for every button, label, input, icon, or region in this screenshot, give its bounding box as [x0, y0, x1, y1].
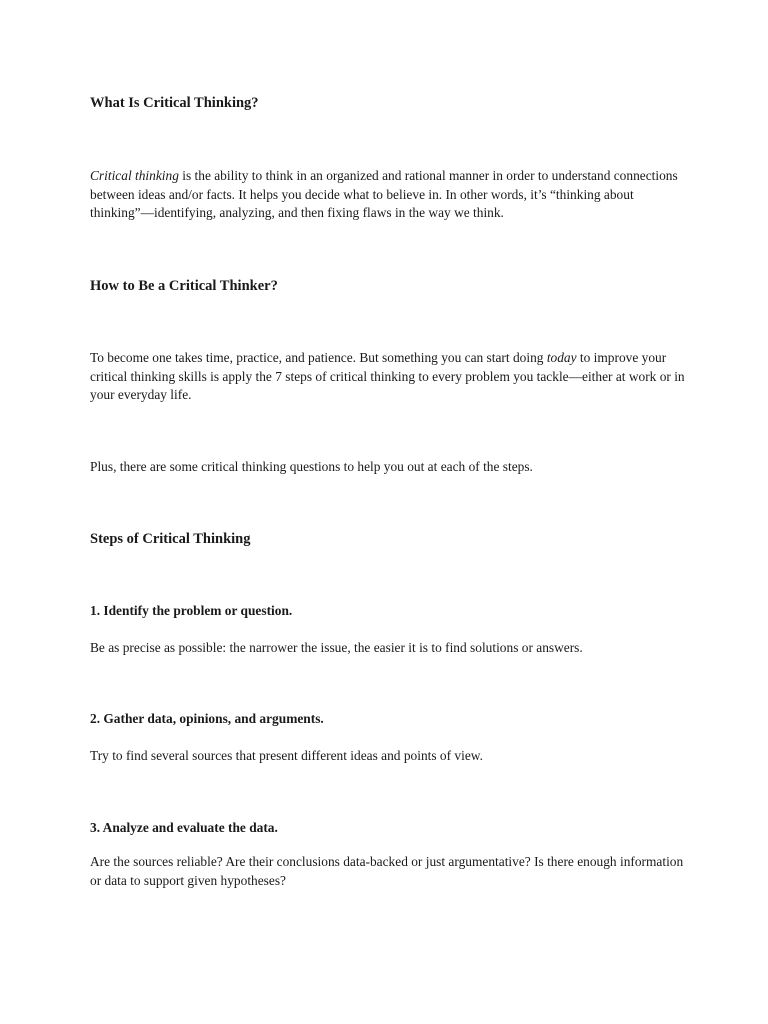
become-text-after: to improve your critical thinking skills is apply the 7 steps of critical thinking to every problem you tackle—either at work or in your everyday life.	[90, 350, 685, 402]
step-1-title: 1. Identify the problem or question.	[90, 603, 293, 618]
become-emphasis: today	[546, 350, 577, 365]
definition-term: Critical thinking	[90, 168, 179, 183]
paragraph-definition	[90, 167, 690, 223]
step-2-title: 2. Gather data, opinions, and arguments.	[90, 711, 324, 726]
become-text-before: To become one takes time, practice, and patience. But something you can start doing	[90, 350, 547, 365]
definition-text: is the ability to think in an organized and rational manner in order to understand connections between ideas and/or facts. It helps you decide what to believe in. In other words, it’s “thinking about thinking”—identifying, analyzing, and then fixing flaws in the way we think.	[90, 168, 678, 220]
heading-how-to-be-critical-thinker: How to Be a Critical Thinker?	[90, 278, 278, 294]
heading-steps-of-critical-thinking: Steps of Critical Thinking	[90, 531, 251, 547]
step-3-title: 3. Analyze and evaluate the data.	[90, 820, 278, 835]
step-3-body: Are the sources reliable? Are their conclusions data-backed or just argumentative? Is there enough information or data to support given hypotheses?	[90, 854, 684, 888]
paragraph-plus: Plus, there are some critical thinking questions to help you out at each of the steps.	[90, 459, 533, 474]
step-2-body: Try to find several sources that present different ideas and points of view.	[90, 748, 483, 763]
paragraph-become	[90, 349, 690, 405]
heading-what-is-critical-thinking: What Is Critical Thinking?	[90, 95, 259, 111]
step-1-body: Be as precise as possible: the narrower the issue, the easier it is to find solutions or answers.	[90, 640, 583, 655]
